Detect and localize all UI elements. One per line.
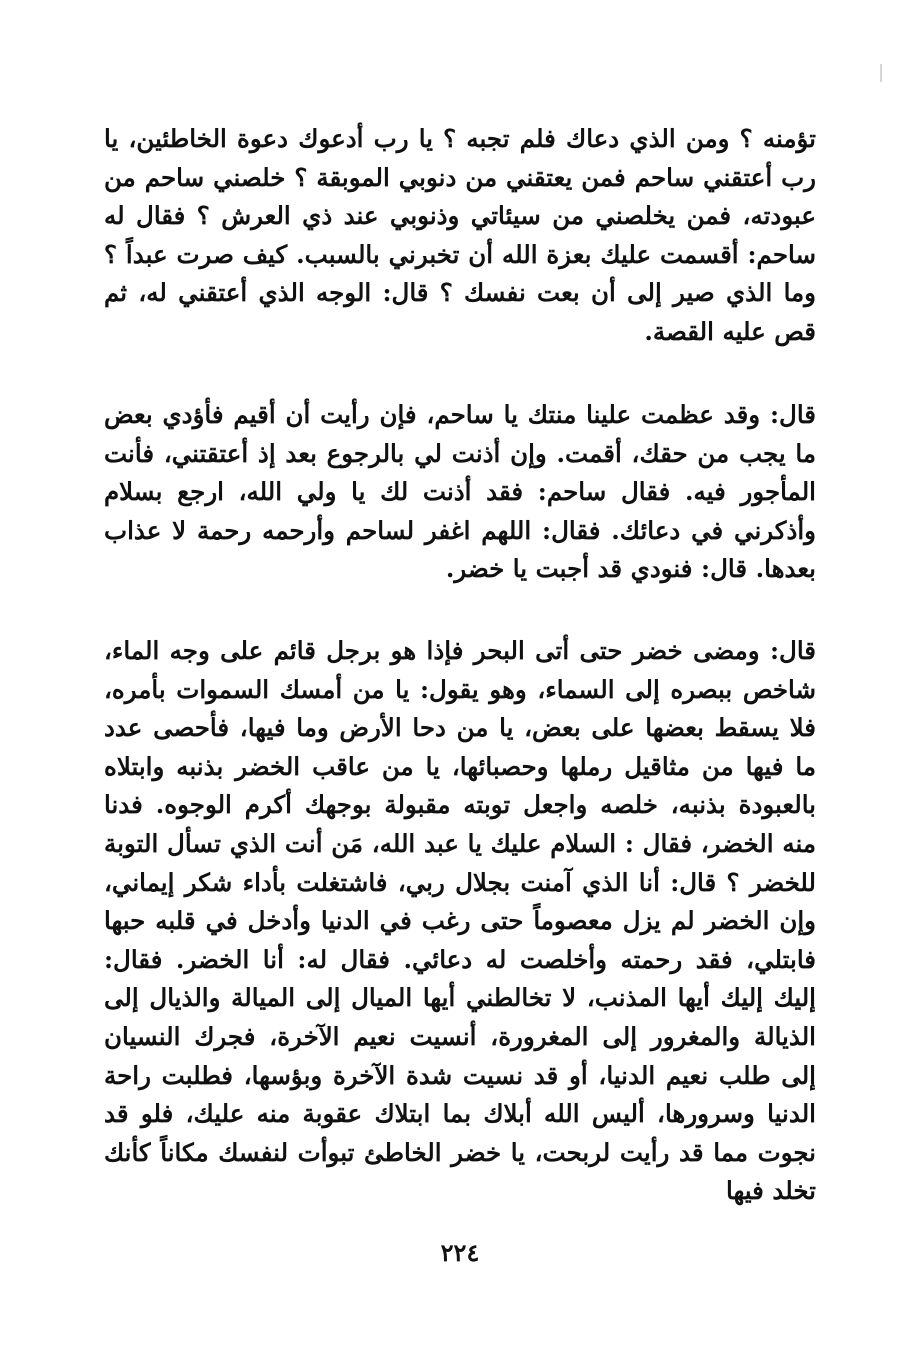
paragraph-1 bbox=[104, 120, 816, 352]
paragraph-2 bbox=[104, 396, 816, 589]
paragraph-3-text: قال: ومضى خضر حتى أتى البحر فإذا هو برجل قائم على وجه الماء، شاخص ببصره إلى السماء، وهو يقول: يا من أمسك السموات بأمره، فلا يسقط بعضها على بعض، يا من دحا الأرض وما فيها، فأحصى عدد ما فيها من مثاقيل رملها وحصبائها، يا من عاقب الخضر بذنبه وابتلاه بالعبودة بذنبه، خلصه واجعل توبته مقبولة بوجهك أكرم الوجوه. فدنا منه الخضر، فقال : السلام عليك يا عبد الله، مَن أنت الذي تسأل التوبة للخضر ؟ قال: أنا الذي آمنت بجلال ربي، فاشتغلت بأداء شكر إيماني، وإن الخضر لم يزل معصوماً حتى رغب في الدنيا وأدخل في قلبه حبها فابتلي، فقد رحمته وأخلصت له دعائي. فقال له: أنا الخضر. فقال: إليك إليك أيها المذنب، لا تخالطني أيها الميال إلى الميالة والذيال إلى الذيالة والمغرور إلى المغرورة، أنسيت نعيم الآخرة، فجرك النسيان إلى طلب نعيم الدنيا، أو قد نسيت شدة الآخرة وبؤسها، فطلبت راحة الدنيا وسرورها، أليس الله أبلاك بما ابتلاك عقوبة منه عليك، فلو قد نجوت مما قد رأيت لربحت، يا خضر الخاطئ تبوأت لنفسك مكاناً كأنك تخلد فيها bbox=[104, 636, 816, 1206]
paragraph-2-text: قال: وقد عظمت علينا منتك يا ساحم، فإن رأيت أن أقيم فأؤدي بعض ما يجب من حقك، أقمت. وإن أذنت لي بالرجوع بعد إذ أعتقتني، فأنت المأجور فيه. فقال ساحم: فقد أذنت لك يا ولي الله، ارجع بسلام وأذكرني في دعائك. فقال: اللهم اغفر لساحم وأرحمه رحمة لا عذاب بعدها. قال: فنودي قد أجبت يا خضر. bbox=[104, 400, 817, 584]
page-edge-mark bbox=[880, 64, 882, 82]
paragraph-3 bbox=[104, 632, 816, 1211]
page-number: ٢٢٤ bbox=[440, 1238, 480, 1267]
paragraph-1-text: تؤمنه ؟ ومن الذي دعاك فلم تجبه ؟ يا رب أدعوك دعوة الخاطئين، يا رب أعتقني ساحم فمن يعتقني من دنوبي الموبقة ؟ خلصني ساحم من عبودته، فمن يخلصني من سيئاتي وذنوبي عند ذي العرش ؟ فقال له ساحم: أقسمت عليك بعزة الله أن تخبرني بالسبب. كيف صرت عبداً ؟ وما الذي صير إلى أن بعت نفسك ؟ قال: الوجه الذي أعتقني له، ثم قص عليه القصة. bbox=[104, 124, 816, 346]
